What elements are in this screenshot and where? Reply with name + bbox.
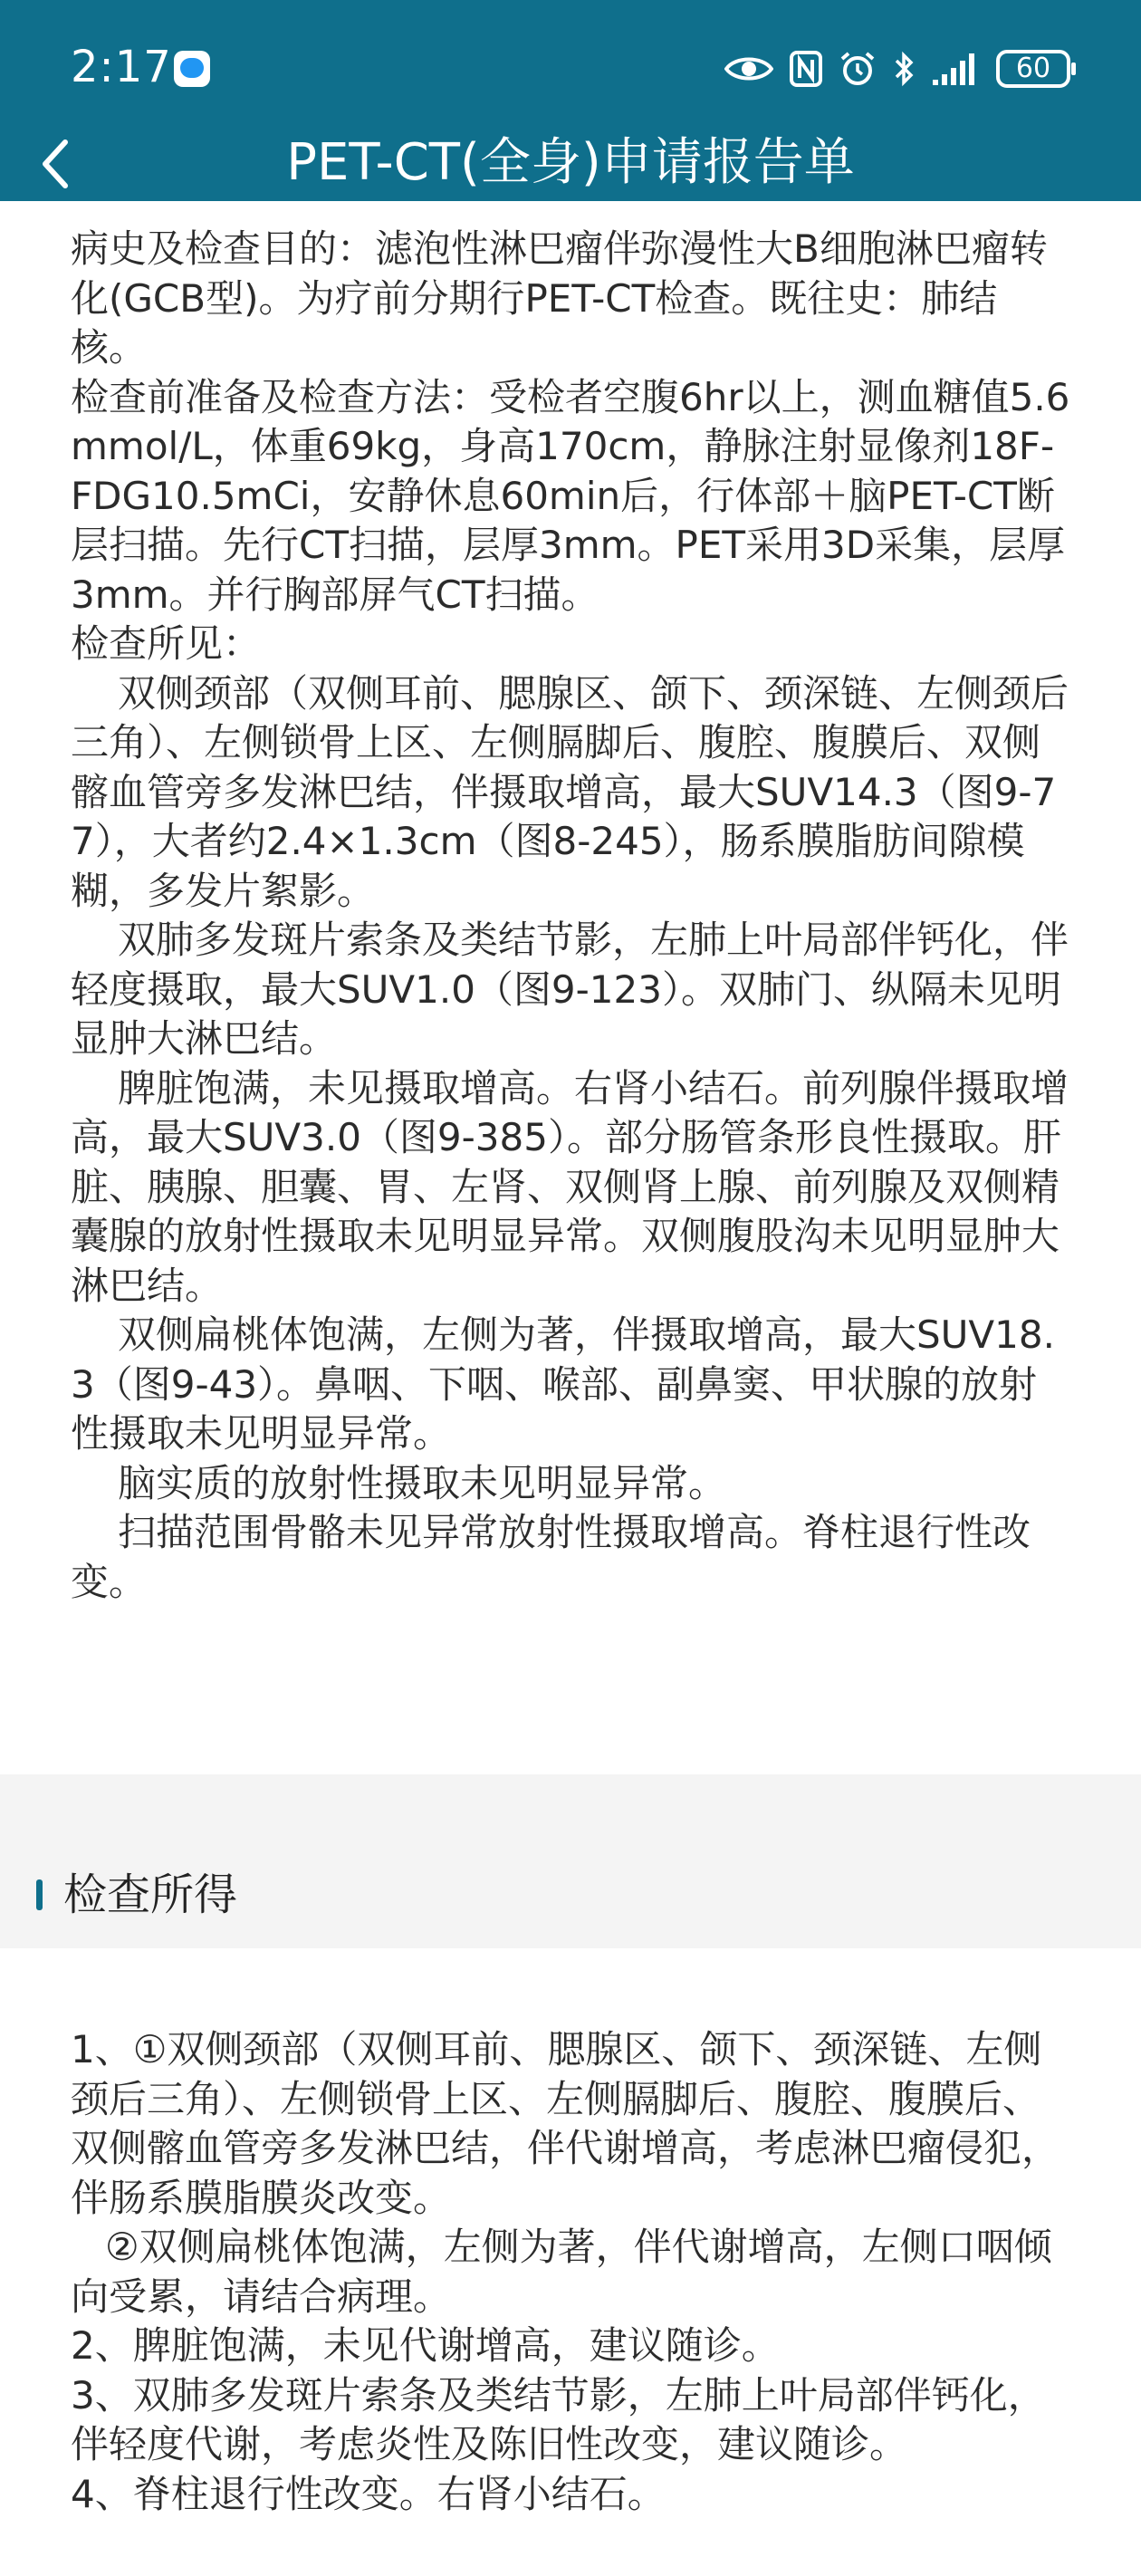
nfc-icon [790, 51, 822, 87]
message-app-icon [174, 51, 210, 87]
status-icons [724, 45, 1070, 92]
status-time: 2:17 [71, 42, 172, 92]
conclusion-item: 1、①双侧颈部（双侧耳前、腮腺区、颌下、颈深链、左侧颈后三角）、左侧锁骨上区、左侧膈脚后、腹腔、腹膜后、双侧髂血管旁多发淋巴结，伴代谢增高，考虑淋巴瘤侵犯，伴肠系膜脂膜炎改变。 [71, 2027, 1060, 2220]
conclusion-item: 4、脊柱退行性改变。右肾小结石。 [71, 2471, 666, 2516]
battery-level: 60 [1015, 53, 1051, 84]
method-text: 检查前准备及检查方法：受检者空腹6hr以上，测血糖值5.6mmol/L，体重69kg，身高170cm，静脉注射显像剂18F-FDG10.5mCi，安静休息60min后，行体部＋脑PET-CT断层扫描。先行CT扫描，层厚3mm。PET采用3D采集，层厚3mm。并行胸部屏气CT扫描。 [71, 374, 1070, 617]
bluetooth-icon [893, 50, 915, 88]
battery-icon [996, 50, 1070, 88]
section-divider [0, 1774, 1141, 1841]
conclusion-section-header [0, 1841, 1141, 1948]
report-content [0, 201, 1141, 2516]
conclusion-item: 2、脾脏饱满，未见代谢增高，建议随诊。 [71, 2323, 780, 2368]
section-accent-bar [36, 1879, 43, 1910]
history-text: 病史及检查目的：滤泡性淋巴瘤伴弥漫性大B细胞淋巴瘤转化(GCB型)。为疗前分期行PET-CT检查。既往史：肺结核。 [71, 226, 1048, 370]
findings-paragraph: 扫描范围骨骼未见异常放射性摄取增高。脊柱退行性改变。 [71, 1510, 1031, 1604]
findings-paragraph: 双肺多发斑片索条及类结节影，左肺上叶局部伴钙化，伴轻度摄取，最大SUV1.0（图9-123）。双肺门、纵隔未见明显肿大淋巴结。 [71, 918, 1069, 1061]
findings-label: 检查所见： [71, 621, 262, 666]
findings-paragraph: 双侧扁桃体饱满，左侧为著，伴摄取增高，最大SUV18.3（图9-43）。鼻咽、下咽、喉部、副鼻窦、甲状腺的放射性摄取未见明显异常。 [71, 1312, 1055, 1456]
findings-paragraph: 双侧颈部（双侧耳前、腮腺区、颌下、颈深链、左侧颈后三角）、左侧锁骨上区、左侧膈脚后、腹腔、腹膜后、双侧髂血管旁多发淋巴结，伴摄取增高，最大SUV14.3（图9-77），大者约2.4×1.3cm（图8-245），肠系膜脂肪间隙模糊，多发片絮影。 [71, 670, 1069, 913]
status-bar [0, 0, 1141, 136]
report-text-block [0, 201, 1141, 1773]
nav-bar [0, 133, 1141, 201]
page-title: PET-CT(全身)申请报告单 [286, 133, 855, 192]
findings-paragraph: 脾脏饱满，未见摄取增高。右肾小结石。前列腺伴摄取增高，最大SUV3.0（图9-385）。部分肠管条形良性摄取。肝脏、胰腺、胆囊、胃、左肾、双侧肾上腺、前列腺及双侧精囊腺的放射性摄取未见明显异常。双侧腹股沟未见明显肿大淋巴结。 [71, 1065, 1069, 1308]
alarm-icon [839, 50, 877, 88]
eye-icon [724, 53, 773, 84]
findings-paragraph: 脑实质的放射性摄取未见明显异常。 [118, 1460, 727, 1505]
app-header [0, 0, 1141, 201]
conclusion-item: 3、双肺多发斑片索条及类结节影，左肺上叶局部伴钙化，伴轻度代谢，考虑炎性及陈旧性改变，建议随诊。 [71, 2372, 1046, 2466]
conclusion-block [0, 1948, 1141, 2519]
section-title: 检查所得 [63, 1870, 238, 1920]
conclusion-item: ②双侧扁桃体饱满，左侧为著，伴代谢增高，左侧口咽倾向受累，请结合病理。 [71, 2225, 1052, 2319]
signal-icon [931, 51, 980, 87]
